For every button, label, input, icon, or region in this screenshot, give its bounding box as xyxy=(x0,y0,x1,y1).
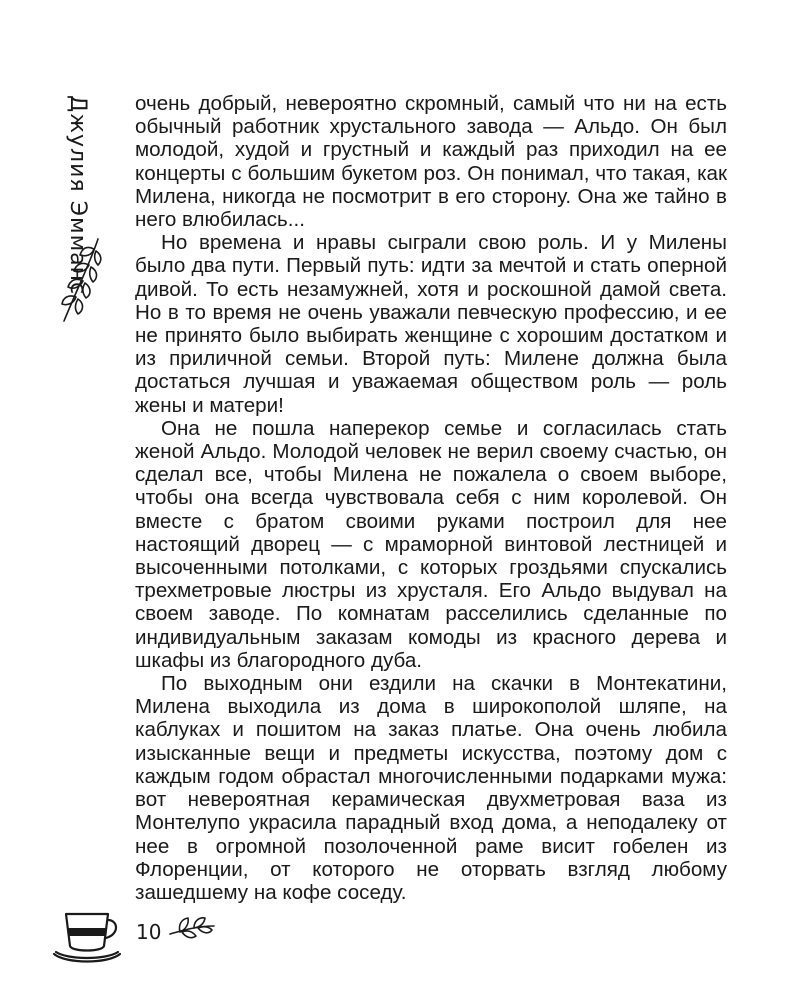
leaf-sprig-icon xyxy=(168,914,216,942)
paragraph-4: По выходным они ездили на скачки в Монтекатини, Милена выходила из дома в широкополой шляпе, на каблуках и пошитом на заказ платье. Она очень любила изысканные вещи и предметы искусства, поэтому дом с каждым годом обрастал многочисленными подарками мужа: вот невероятная керамическая двухметровая ваза из Монтелупо украсила парадный вход дома, а неподалеку от нее в огромной позолоченной раме висит гобелен из Флоренции, от которого не оторвать взгляд любому зашедшему на кофе соседу. xyxy=(135,672,727,904)
running-head-author: Джулия Эмманс xyxy=(65,95,90,296)
page-footer xyxy=(40,900,340,970)
paragraph-2: Но времена и нравы сыграли свою роль. И у Милены было два пути. Первый путь: идти за мечтой и стать оперной дивой. То есть незамужней, хотя и роскошной дамой света. Но в то время не очень уважали певческую профессию, и ее не принято было выбирать женщине с хорошим достатком и из приличной семьи. Второй путь: Милене должна была достаться лучшая и уважаемая обществом роль — роль жены и матери! xyxy=(135,231,727,417)
paragraph-3: Она не пошла наперекор семье и согласилась стать женой Альдо. Молодой человек не верил своему счастью, он сделал все, чтобы Милена не пожалела о своем выборе, чтобы она всегда чувствовала себя с ним королевой. Он вместе с братом своими руками построил для нее настоящий дворец — с мраморной винтовой лестницей и высоченными потолками, с которых гроздьями спускались трехметровые люстры из хрусталя. Его Альдо выдувал на своем заводе. По комнатам расселились сделанные по индивидуальным заказам комоды из красного дерева и шкафы из благородного дуба. xyxy=(135,416,727,672)
page-number: 10 xyxy=(136,920,162,944)
paragraph-1: очень добрый, невероятно скромный, самый что ни на есть обычный работник хрустального завода — Альдо. Он был молодой, худой и грустный и каждый раз приходил на ее концерты с большим букетом роз. Он понимал, что такая, как Милена, никогда не посмотрит в его сторону. Она же тайно в него влюбилась... xyxy=(135,92,727,232)
teacup-icon xyxy=(52,904,130,966)
chapter-body xyxy=(135,92,727,904)
leaf-branch-icon xyxy=(56,235,106,325)
